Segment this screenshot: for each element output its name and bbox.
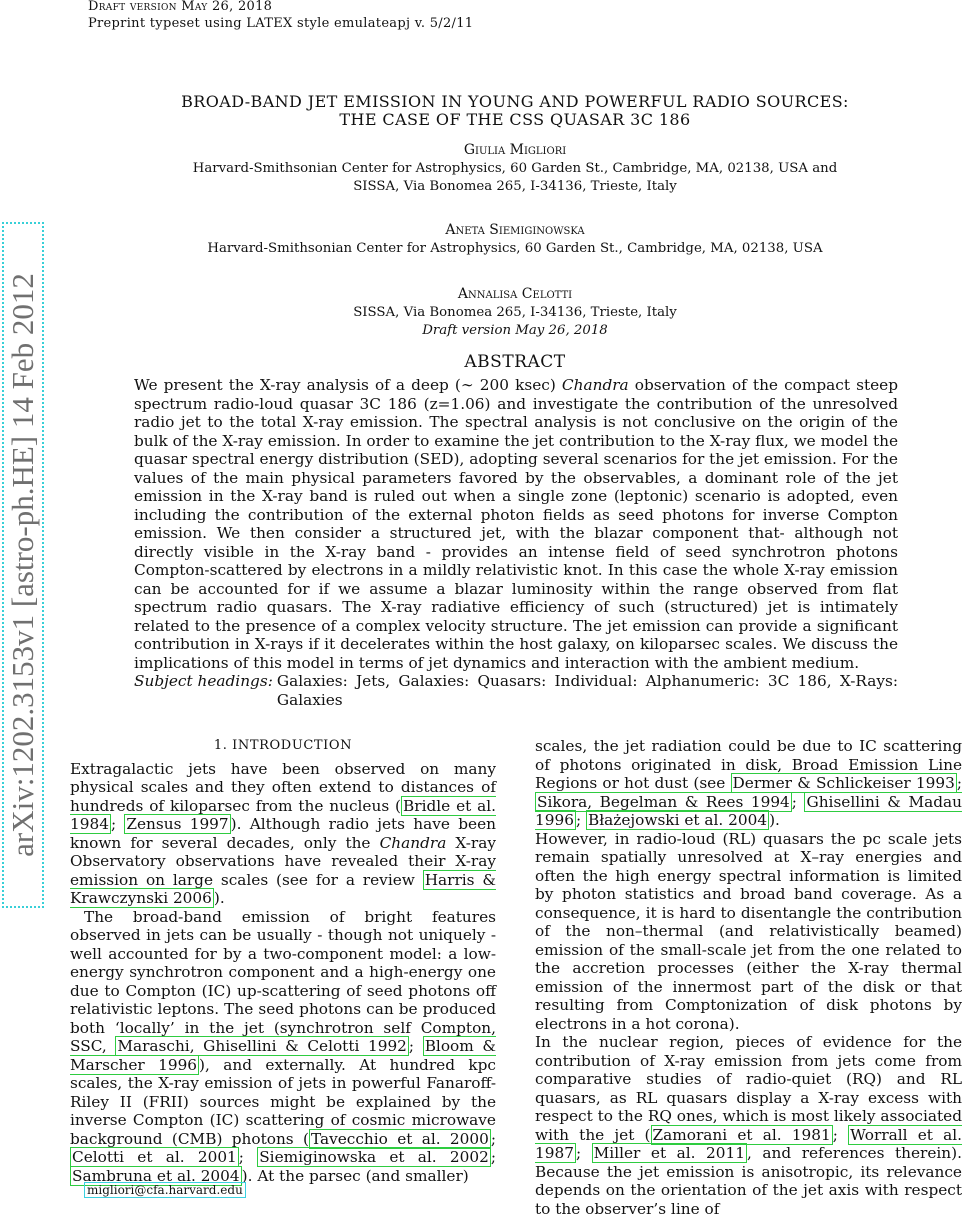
title-line-2: THE CASE OF THE CSS QUASAR 3C 186 bbox=[339, 110, 691, 129]
text-run: ; bbox=[408, 1037, 423, 1055]
text-run: ), and externally. At hundred kpc scales, the X-ray emission of jets in powerful Fanaroff-Riley II (FRII) sources might be explained by the inverse Compton (IC) scattering of cosmic microwave background (CMB) photons ( bbox=[70, 1055, 496, 1148]
paragraph bbox=[70, 908, 496, 1186]
text-run: ; bbox=[832, 1125, 849, 1144]
email-link[interactable]: migliori@cfa.harvard.edu bbox=[84, 1182, 246, 1198]
author-name: Giulia Migliori bbox=[463, 142, 567, 158]
abstract-text-part: We present the X-ray analysis of a deep (∼ 200 ksec) bbox=[134, 376, 562, 394]
citation-link[interactable]: Bridle et al. 1984 bbox=[70, 796, 497, 833]
citation-link[interactable]: Sikora, Begelman & Rees 1994 bbox=[537, 792, 790, 811]
author-affiliation: SISSA, Via Bonomea 265, I-34136, Trieste, Italy bbox=[353, 179, 677, 194]
text-run: Extragalactic jets have been observed on many physical scales and they often extend to distances of hundreds of kiloparsec from the nucleus ( bbox=[70, 759, 496, 815]
citation-link[interactable]: Worrall et al. 1987 bbox=[535, 1125, 962, 1162]
text-run: ; bbox=[110, 815, 125, 833]
abstract-heading: ABSTRACT bbox=[464, 352, 566, 372]
preprint-header bbox=[88, 0, 473, 32]
author-name: Annalisa Celotti bbox=[457, 286, 573, 302]
author-affiliation: Harvard-Smithsonian Center for Astrophysics, 60 Garden St., Cambridge, MA, 02138, USA and bbox=[192, 161, 838, 176]
paragraph: However, in radio-loud (RL) quasars the pc scale jets remain spatially unresolved at X–ray energies and often the high energy spectral information is limited by photon statistics and broad band coverage. As a consequence, it is hard to disentangle the contribution of the non–thermal (and relativistically beamed) emission of the small-scale jet from the one related to the accretion processes (either the X-ray thermal emission of the innermost part of the disk or that resulting from Comptonization of disk photons by electrons in a hot corona). bbox=[535, 829, 962, 1033]
author-affiliation: Harvard-Smithsonian Center for Astrophysics, 60 Garden St., Cambridge, MA, 02138, USA bbox=[207, 241, 823, 256]
chandra-italic: Chandra bbox=[379, 833, 447, 852]
citation-link[interactable]: Maraschi, Ghisellini & Celotti 1992 bbox=[117, 1037, 407, 1055]
author-block-1 bbox=[130, 142, 900, 196]
text-run: ; bbox=[490, 1148, 496, 1166]
abstract-text-part: observation of the compact steep spectrum radio-loud quasar 3C 186 (z=1.06) and investigate the contribution of the unresolved radio jet to the total X-ray emission. The spectral analysis is not conclusive on the origin of the bulk of the X-ray emission. In order to examine the jet contribution to the X-ray flux, we model the quasar spectral energy distribution (SED), adopting several scenarios for the jet emission. For the values of the main physical parameters favored by the observables, a dominant role of the jet emission in the X-ray band is ruled out when a single zone (leptonic) scenario is adopted, even including the contribution of the external photon fields as seed photons for inverse Compton emission. We then consider a structured jet, with the blazar component that- although not directly visible in the X-ray band - provides an intense field of seed synchrotron photons Compton-scattered by electrons in a mildly relativistic knot. In this case the whole X-ray emission can be accounted for if we assume a blazar luminosity within the range observed from flat spectrum radio quasars. The X-ray radiative efficiency of such (structured) jet is intimately related to the presence of a complex velocity structure. The jet emission can provide a significant contribution in X-rays if it decelerates within the host galaxy, on kiloparsec scales. We discuss the implications of this model in terms of jet dynamics and interaction with the ambient medium. bbox=[134, 376, 898, 672]
citation-link[interactable]: Harris & Krawczynski 2006 bbox=[70, 870, 496, 907]
text-run: ). bbox=[213, 889, 225, 907]
text-run: ; bbox=[791, 792, 805, 811]
text-run: In the nuclear region, pieces of evidence for the contribution of X-ray emission from jets come from comparative studies of radio-quiet (RQ) and RL quasars, as RL quasars display a X-ray excess with respect to the RQ ones, which is most likely associated with the jet ( bbox=[535, 1033, 962, 1144]
text-run: ; bbox=[956, 774, 962, 792]
citation-link[interactable]: Dermer & Schlickeiser 1993 bbox=[732, 774, 955, 792]
arxiv-id: arXiv:1202.3153v1 [astro-ph.HE] 14 Feb 2012 bbox=[5, 273, 40, 857]
subject-headings-text: Galaxies: Jets, Galaxies: Quasars: Individual: Alphanumeric: 3C 186, X-Rays: Galaxies bbox=[276, 672, 898, 709]
text-run: ; bbox=[490, 1129, 496, 1148]
paragraph bbox=[535, 737, 962, 830]
title-line-1: BROAD-BAND JET EMISSION IN YOUNG AND POWERFUL RADIO SOURCES: bbox=[181, 92, 849, 111]
text-run: ). bbox=[769, 811, 780, 829]
text-run: ; bbox=[575, 1144, 592, 1162]
draft-version-line: Draft version May 26, 2018 bbox=[88, 0, 273, 14]
paragraph bbox=[535, 1033, 962, 1218]
citation-link[interactable]: Zensus 1997 bbox=[126, 815, 229, 833]
paper-title bbox=[130, 93, 900, 129]
text-run: ; bbox=[575, 811, 586, 829]
citation-link[interactable]: Błażejowski et al. 2004 bbox=[587, 811, 768, 829]
subject-headings bbox=[134, 672, 898, 709]
abstract-text bbox=[134, 376, 898, 672]
citation-link[interactable]: Bloom & Marscher 1996 bbox=[70, 1037, 496, 1074]
text-run: The broad-band emission of bright features observed in jets can be usually - though not uniquely - well accounted for by a two-component model: a low-energy synchrotron component and a high-energy one due to Compton (IC) up-scattering of seed photons off relativistic leptons. The seed photons can be produced both ‘locally’ in the jet (synchrotron self Compton, SSC, bbox=[70, 907, 496, 1055]
subject-headings-label: Subject headings: bbox=[134, 672, 273, 690]
author-block-2 bbox=[130, 222, 900, 258]
left-column bbox=[70, 737, 496, 1185]
citation-link[interactable]: Sambruna et al. 2004 bbox=[72, 1166, 240, 1185]
draft-date: Draft version May 26, 2018 bbox=[422, 323, 608, 338]
citation-link[interactable]: Zamorani et al. 1981 bbox=[652, 1125, 831, 1144]
text-run: ; bbox=[238, 1148, 258, 1166]
citation-link[interactable]: Ghisellini & Madau 1996 bbox=[535, 792, 962, 829]
text-run: scales, the jet radiation could be due to IC scattering of photons originated in disk, Broad Emission Line Regions or hot dust (see bbox=[535, 737, 962, 792]
text-run: ). Although radio jets have been known for several decades, only the bbox=[70, 815, 496, 852]
citation-link[interactable]: Siemiginowska et al. 2002 bbox=[259, 1148, 489, 1166]
abstract-body bbox=[134, 376, 898, 709]
text-run: , and references therein). Because the jet emission is anisotropic, its relevance depends on the orientation of the jet axis with respect to the observer’s line of bbox=[535, 1144, 962, 1218]
paragraph bbox=[70, 760, 496, 908]
section-heading: 1. INTRODUCTION bbox=[213, 738, 353, 753]
citation-link[interactable]: Miller et al. 2011 bbox=[593, 1144, 745, 1162]
text-run: X-ray Observatory observations have revealed their X-ray emission on large scales (see for a review bbox=[70, 833, 497, 889]
citation-link[interactable]: Celotti et al. 2001 bbox=[72, 1148, 237, 1166]
author-name: Aneta Siemiginowska bbox=[445, 222, 585, 238]
chandra-italic: Chandra bbox=[561, 376, 629, 394]
author-block-3 bbox=[130, 286, 900, 340]
preprint-line: Preprint typeset using LATEX style emulateapj v. 5/2/11 bbox=[88, 16, 474, 31]
text-run: ). At the parsec (and smaller) bbox=[241, 1166, 469, 1185]
author-affiliation: SISSA, Via Bonomea 265, I-34136, Trieste, Italy bbox=[353, 305, 677, 320]
citation-link[interactable]: Tavecchio et al. 2000 bbox=[310, 1129, 489, 1148]
right-column bbox=[535, 737, 962, 1218]
arxiv-stamp[interactable] bbox=[2, 222, 44, 908]
